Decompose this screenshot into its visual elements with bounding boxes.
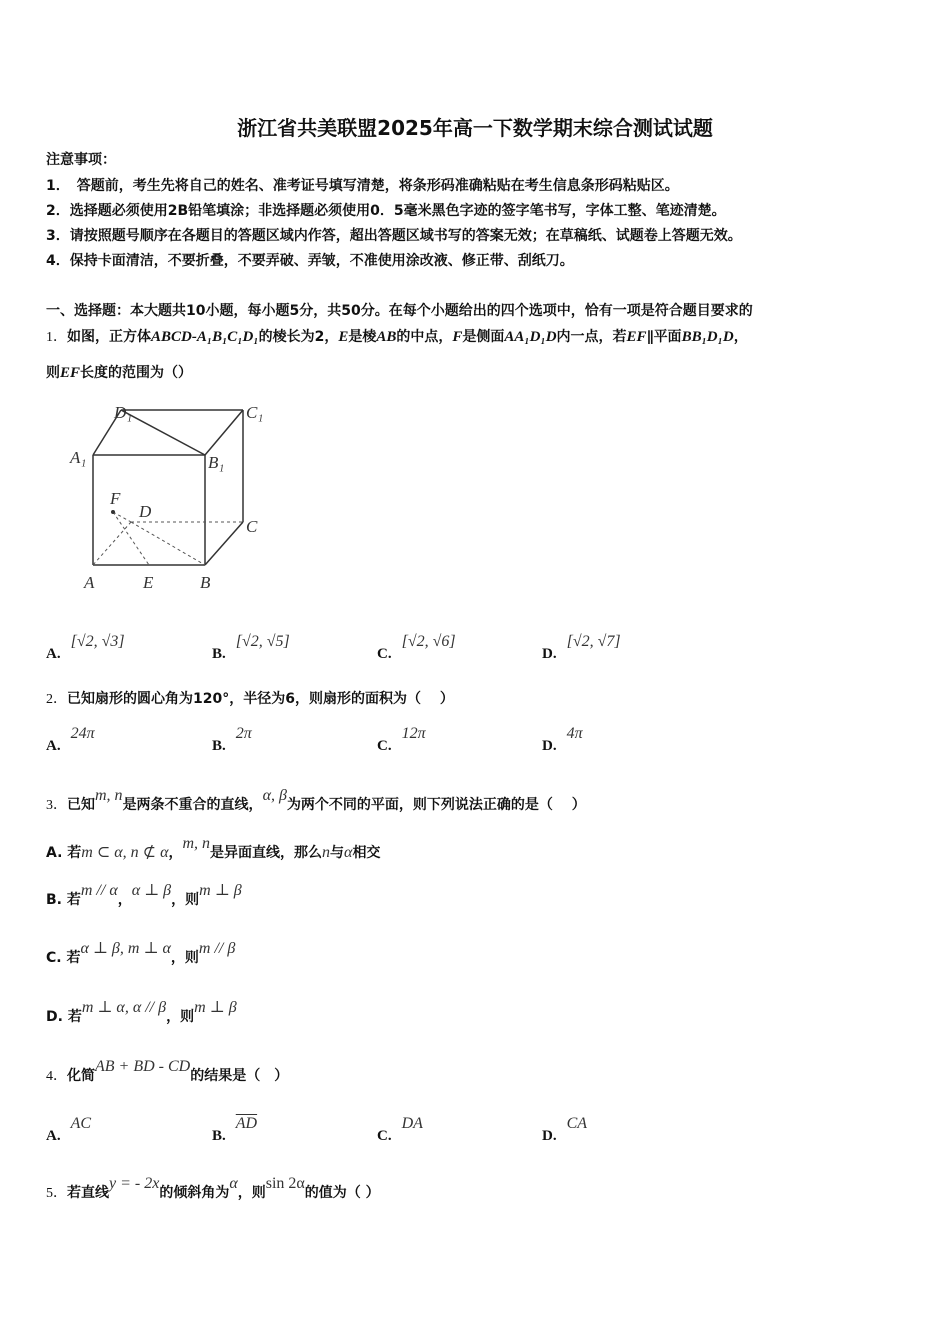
math: m // α (80, 882, 118, 899)
option-label: D. (542, 1128, 557, 1144)
option-label: C. (377, 1128, 392, 1144)
question-2 (46, 689, 454, 710)
q3-option-d[interactable] (46, 999, 237, 1027)
option-a[interactable] (46, 725, 95, 755)
text: 内一点，若 (556, 329, 627, 345)
math: n (322, 844, 331, 861)
option-a[interactable] (46, 633, 125, 663)
question-4 (46, 1058, 289, 1087)
option-label: C. (46, 950, 62, 966)
option-label: D. (542, 738, 557, 754)
text: ∥平面 (646, 329, 682, 345)
question-1-line2 (46, 363, 192, 383)
option-value: 24π (70, 725, 95, 742)
option-value: [√2, √3] (70, 633, 125, 650)
text: 与 (330, 845, 345, 861)
text: ， (168, 845, 183, 861)
math: E (338, 329, 349, 345)
q-number: 5． (46, 1186, 67, 1201)
note-item: 4．保持卡面清洁，不要折叠，不要弄破、弄皱，不准使用涂改液、修正带、刮纸刀。 (46, 253, 574, 269)
text: 相交 (352, 845, 381, 861)
math: α, β (262, 787, 287, 804)
text: 如图，正方体 (67, 329, 151, 345)
label-D1: D₁ (114, 403, 133, 422)
text: ， (117, 892, 132, 908)
math: α (344, 844, 353, 861)
text: 若 (67, 845, 82, 861)
note-item: 1． 答题前，考生先将自己的姓名、准考证号填写清楚，将条形码准确粘贴在考生信息条形码粘贴区。 (46, 178, 679, 194)
q-number: 1． (46, 330, 67, 345)
text: 是异面直线，那么 (210, 845, 323, 861)
text: 是棱 (348, 329, 377, 345)
text: 的值为（ ） (304, 1185, 380, 1201)
text: 则 (46, 365, 60, 381)
text: 长度的范围为（） (80, 365, 193, 381)
q3-option-c[interactable] (46, 940, 236, 968)
option-label: D. (542, 646, 557, 662)
label-A: A (84, 573, 95, 592)
math: m ⊥ β (194, 999, 237, 1016)
text: 若直线 (67, 1185, 109, 1201)
option-value: 2π (235, 725, 252, 742)
math: α ⊥ β (131, 882, 172, 899)
text: ，则 (170, 950, 199, 966)
math: α ⊥ β, m ⊥ α (80, 940, 171, 957)
cube-figure (60, 395, 280, 595)
math: EF (626, 329, 647, 345)
option-a[interactable] (46, 1115, 92, 1145)
math: m, n (95, 787, 123, 804)
math: AA₁D₁D (504, 329, 557, 345)
text: 为两个不同的平面，则下列说法正确的是（ ） (286, 797, 586, 813)
q3-option-a[interactable] (46, 835, 381, 863)
option-d[interactable] (542, 725, 583, 755)
option-label: C. (377, 646, 392, 662)
option-value: 4π (566, 725, 583, 742)
text: 的倾斜角为 (159, 1185, 230, 1201)
text: 是两条不重合的直线， (122, 797, 263, 813)
label-B1: B₁ (208, 453, 225, 472)
option-value: $\overline{AD}$ (235, 1115, 258, 1132)
q3-option-b[interactable] (46, 882, 242, 910)
option-b[interactable] (212, 1115, 258, 1145)
math: m, n (182, 835, 211, 852)
option-label: B. (212, 738, 226, 754)
option-value: 12π (401, 725, 426, 742)
option-d[interactable] (542, 633, 621, 663)
label-B: B (200, 573, 211, 592)
q-number: 3． (46, 798, 67, 813)
option-value: AC (70, 1115, 92, 1132)
label-C1: C₁ (246, 403, 264, 422)
text: ， (733, 329, 748, 345)
option-label: B. (212, 646, 226, 662)
option-label: B. (212, 1128, 226, 1144)
text: 化简 (67, 1068, 95, 1084)
math: AB (376, 329, 397, 345)
option-b[interactable] (212, 633, 290, 663)
math: EF (60, 365, 81, 381)
question-1 (46, 327, 748, 348)
text: 已知扇形的圆心角为120°，半径为6，则扇形的面积为（ ） (67, 691, 454, 707)
text: 是侧面 (462, 329, 505, 345)
text: 的结果是（ ） (190, 1068, 289, 1084)
text: 若 (66, 950, 81, 966)
math: α (229, 1175, 238, 1192)
option-value: [√2, √5] (235, 633, 290, 650)
text: 已知 (67, 797, 95, 813)
option-label: A. (46, 845, 63, 861)
option-value: [√2, √6] (401, 633, 456, 650)
option-label: D. (46, 1009, 63, 1025)
math: m ⊂ α, n ⊄ α (81, 844, 169, 861)
label-A1: A₁ (70, 448, 87, 467)
math: m ⊥ α, α // β (81, 999, 167, 1016)
option-label: A. (46, 646, 61, 662)
text: 若 (67, 1009, 82, 1025)
text: ，则 (166, 1009, 195, 1025)
text: ，则 (237, 1185, 266, 1201)
math: AB + BD - CD (95, 1058, 191, 1075)
option-value: DA (401, 1115, 423, 1132)
q-number: 2． (46, 692, 67, 707)
option-label: C. (377, 738, 392, 754)
option-c[interactable] (377, 1115, 423, 1145)
label-F: F (110, 489, 121, 508)
text: 的棱长为2， (258, 329, 339, 345)
option-label: B. (46, 892, 62, 908)
q-number: 4． (46, 1069, 67, 1084)
math: ABCD-A₁B₁C₁D₁ (151, 329, 259, 345)
text: ，则 (171, 892, 200, 908)
text: 的中点， (396, 329, 453, 345)
label-C: C (246, 517, 258, 536)
question-5 (46, 1175, 380, 1204)
math: y = - 2x (109, 1175, 160, 1192)
label-E: E (143, 573, 154, 592)
math: sin 2α (265, 1175, 305, 1192)
section-heading: 一、选择题：本大题共10小题，每小题5分，共50分。在每个小题给出的四个选项中，恰有一项是符合题目要求的 (46, 303, 753, 319)
notes-heading: 注意事项： (46, 152, 116, 168)
math: m // β (198, 940, 236, 957)
note-item: 3．请按照题号顺序在各题目的答题区域内作答，超出答题区域书写的答案无效；在草稿纸、试题卷上答题无效。 (46, 228, 742, 244)
note-item: 2．选择题必须使用2B铅笔填涂；非选择题必须使用0．5毫米黑色字迹的签字笔书写，字体工整、笔迹清楚。 (46, 203, 726, 219)
math: BB₁D₁D (681, 329, 734, 345)
option-value: [√2, √7] (566, 633, 621, 650)
option-label: A. (46, 738, 61, 754)
option-b[interactable] (212, 725, 252, 755)
option-label: A. (46, 1128, 61, 1144)
page-title: 浙江省共美联盟2025年高一下数学期末综合测试试题 (237, 116, 713, 140)
math: F (452, 329, 463, 345)
label-D: D (139, 502, 152, 521)
question-3 (46, 787, 586, 816)
math: m ⊥ β (199, 882, 242, 899)
option-value: CA (566, 1115, 588, 1132)
option-c[interactable] (377, 633, 456, 663)
option-c[interactable] (377, 725, 426, 755)
option-d[interactable] (542, 1115, 588, 1145)
text: 若 (66, 892, 81, 908)
